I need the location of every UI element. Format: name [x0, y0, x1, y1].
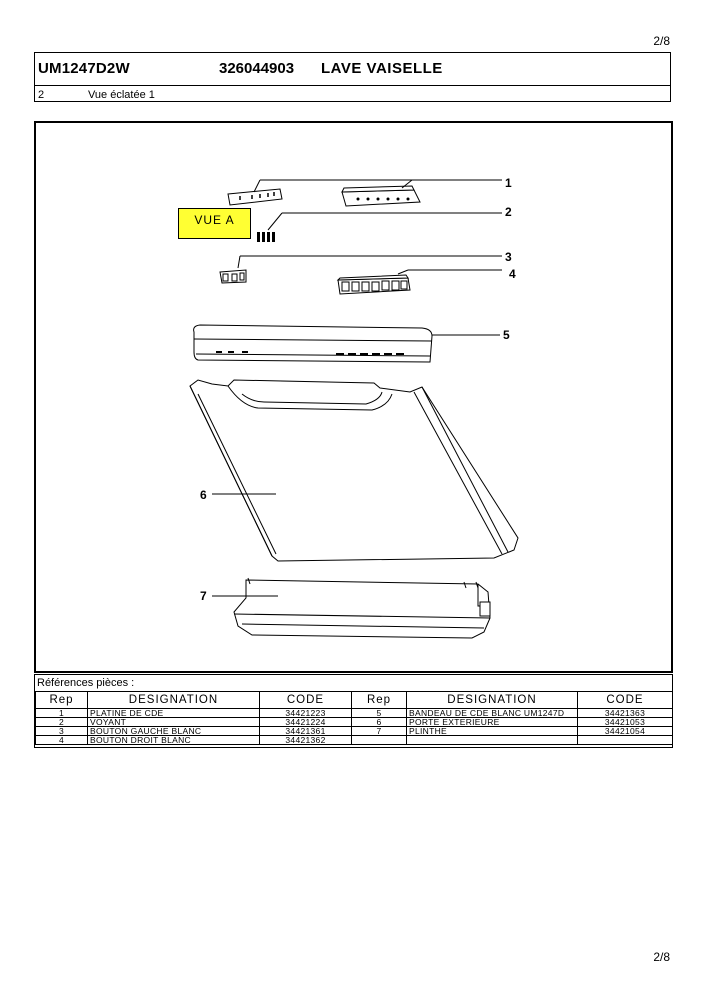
cell-rep	[352, 736, 407, 745]
part-4-right-button	[338, 270, 502, 294]
col-header-designation: DESIGNATION	[88, 692, 260, 709]
part-5-control-panel	[194, 325, 500, 362]
col-header-code-2: CODE	[578, 692, 673, 709]
exploded-view-diagram	[34, 121, 673, 673]
cell-code: 34421223	[260, 709, 352, 718]
page-number-top: 2/8	[653, 34, 670, 48]
col-header-rep-2: Rep	[352, 692, 407, 709]
label-7: 7	[200, 589, 207, 603]
parts-title: Références pièces :	[37, 677, 135, 689]
label-6: 6	[200, 488, 207, 502]
cell-designation: PLINTHE	[407, 727, 578, 736]
cell-rep: 2	[36, 718, 88, 727]
exploded-view-drawing	[36, 123, 671, 671]
cell-code: 34421363	[578, 709, 673, 718]
table-row	[36, 736, 673, 745]
part-1-control-board	[228, 180, 502, 206]
label-5: 5	[503, 328, 510, 342]
header-box	[34, 52, 671, 102]
cell-code	[578, 736, 673, 745]
product-name: LAVE VAISELLE	[321, 60, 443, 77]
cell-code: 34421362	[260, 736, 352, 745]
label-3: 3	[505, 250, 512, 264]
table-row	[36, 709, 673, 718]
cell-designation: BANDEAU DE CDE BLANC UM1247D	[407, 709, 578, 718]
cell-code: 34421224	[260, 718, 352, 727]
cell-rep: 5	[352, 709, 407, 718]
cell-rep: 1	[36, 709, 88, 718]
part-2-indicator-lights	[257, 213, 502, 242]
parts-table	[35, 691, 673, 745]
table-row	[36, 718, 673, 727]
cell-rep: 7	[352, 727, 407, 736]
cell-designation: VOYANT	[88, 718, 260, 727]
label-4: 4	[509, 267, 516, 281]
label-2: 2	[505, 205, 512, 219]
part-6-outer-door	[190, 380, 518, 561]
cell-rep: 3	[36, 727, 88, 736]
cell-code: 34421361	[260, 727, 352, 736]
cell-designation: BOUTON DROIT BLANC	[88, 736, 260, 745]
part-7-kick-plate	[212, 578, 490, 638]
cell-code: 34421053	[578, 718, 673, 727]
section-number: 2	[38, 89, 45, 101]
model-number: UM1247D2W	[38, 60, 130, 77]
section-title: Vue éclatée 1	[88, 89, 155, 101]
header-divider	[35, 85, 670, 86]
reference-number: 326044903	[219, 60, 295, 77]
page-number-bottom: 2/8	[653, 950, 670, 964]
cell-designation: PORTE EXTERIEURE	[407, 718, 578, 727]
col-header-code: CODE	[260, 692, 352, 709]
vue-a-callout: VUE A	[178, 208, 251, 239]
cell-code: 34421054	[578, 727, 673, 736]
cell-rep: 6	[352, 718, 407, 727]
cell-designation: BOUTON GAUCHE BLANC	[88, 727, 260, 736]
col-header-designation-2: DESIGNATION	[407, 692, 578, 709]
col-header-rep: Rep	[36, 692, 88, 709]
cell-rep: 4	[36, 736, 88, 745]
table-row	[36, 727, 673, 736]
cell-designation: PLATINE DE CDE	[88, 709, 260, 718]
cell-designation	[407, 736, 578, 745]
label-1: 1	[505, 176, 512, 190]
parts-table-header	[36, 692, 673, 709]
parts-reference-section	[34, 674, 673, 748]
